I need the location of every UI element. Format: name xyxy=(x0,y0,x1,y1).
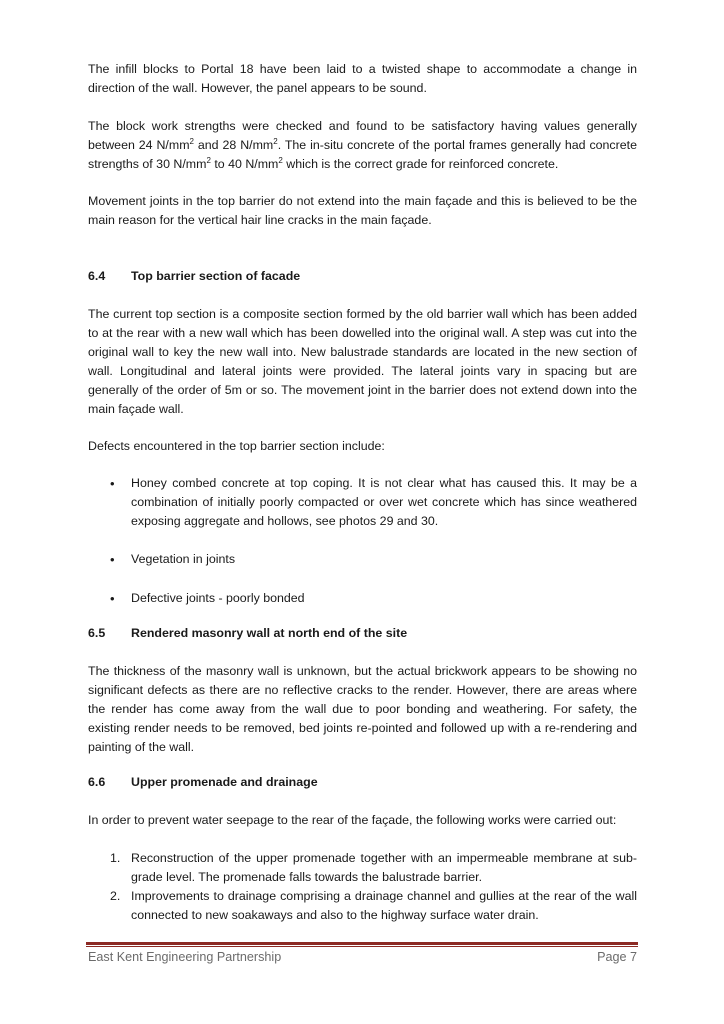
footer-organization: East Kent Engineering Partnership xyxy=(88,950,282,964)
section-heading-6-5 xyxy=(88,624,648,643)
list-item-text: Reconstruction of the upper promenade together with an impermeable membrane at sub-grade level. The promenade falls towards the balustrade barrier. xyxy=(131,851,637,884)
paragraph-masonry-wall: The thickness of the masonry wall is unknown, but the actual brickwork appears to be showing no significant defects as there are no reflective cracks to the render. However, there are areas where the render has come away from the wall due to poor bonding and weathering. For safety, the existing render needs to be removed, bed joints re-pointed and followed up with a re-rendering and painting of the wall. xyxy=(88,664,637,754)
footer-page-number: Page 7 xyxy=(597,950,637,964)
list-number: 1. xyxy=(110,851,121,865)
text-fragment: . The in-situ concrete of the portal frames generally had concrete strengths of 30 N/mm xyxy=(88,138,637,171)
footer-rule-thin xyxy=(86,946,638,947)
section-heading-6-4 xyxy=(88,267,648,286)
list-number: 2. xyxy=(110,889,121,903)
section-heading-6-6 xyxy=(88,773,648,792)
section-title: Rendered masonry wall at north end of the site xyxy=(131,626,408,640)
text-fragment: to 40 N/mm xyxy=(210,157,279,171)
bullet-icon: • xyxy=(110,591,115,606)
paragraph-movement-joints: Movement joints in the top barrier do not extend into the main façade and this is believed to be the main reason for the vertical hair line cracks in the main façade. xyxy=(88,194,637,227)
list-item-text: Improvements to drainage comprising a drainage channel and gullies at the rear of the wall connected to new soakaways and also to the highway surface water drain. xyxy=(131,889,637,922)
bullet-icon: • xyxy=(110,476,115,491)
list-item-text: Honey combed concrete at top coping. It is not clear what has caused this. It may be a combination of initially poorly compacted or over wet concrete which has since weathered exposing aggregate and hollows, see photos 29 and 30. xyxy=(131,476,637,528)
section-title: Upper promenade and drainage xyxy=(131,775,318,789)
text-fragment: The block work strengths were checked and found to be satisfactory having values generally between 24 N/mm xyxy=(88,119,637,152)
paragraph-top-barrier: The current top section is a composite section formed by the old barrier wall which has been added to at the rear with a new wall which has been dowelled into the original wall. A step was cut into the original wall to key the new wall into. New balustrade standards are located in the new section of wall. Longitudinal and lateral joints were provided. The lateral joints vary in spacing but are generally of the order of 5m or so. The movement joint in the barrier does not extend down into the main façade wall. xyxy=(88,307,637,416)
list-item xyxy=(112,589,637,608)
footer-rule xyxy=(86,942,638,945)
bullet-icon: • xyxy=(110,552,115,567)
text-fragment: and 28 N/mm xyxy=(193,138,274,152)
superscript: 2 xyxy=(273,136,278,146)
list-item xyxy=(112,550,637,569)
section-number: 6.6 xyxy=(88,775,106,789)
list-item xyxy=(112,849,637,887)
list-item xyxy=(112,474,637,531)
list-item xyxy=(112,887,637,925)
paragraph-defects-intro: Defects encountered in the top barrier section include: xyxy=(88,439,385,453)
section-number: 6.4 xyxy=(88,269,106,283)
section-title: Top barrier section of facade xyxy=(131,269,301,283)
list-item-text: Defective joints - poorly bonded xyxy=(131,591,305,605)
superscript: 2 xyxy=(278,155,283,165)
text-fragment: which is the correct grade for reinforced concrete. xyxy=(282,157,559,171)
superscript: 2 xyxy=(206,155,211,165)
superscript: 2 xyxy=(189,136,194,146)
paragraph-block-strengths xyxy=(88,117,637,174)
list-item-text: Vegetation in joints xyxy=(131,552,236,566)
paragraph-promenade-intro: In order to prevent water seepage to the rear of the façade, the following works were carried out: xyxy=(88,813,617,827)
section-number: 6.5 xyxy=(88,626,106,640)
paragraph-infill-blocks: The infill blocks to Portal 18 have been laid to a twisted shape to accommodate a change in direction of the wall. However, the panel appears to be sound. xyxy=(88,62,637,95)
